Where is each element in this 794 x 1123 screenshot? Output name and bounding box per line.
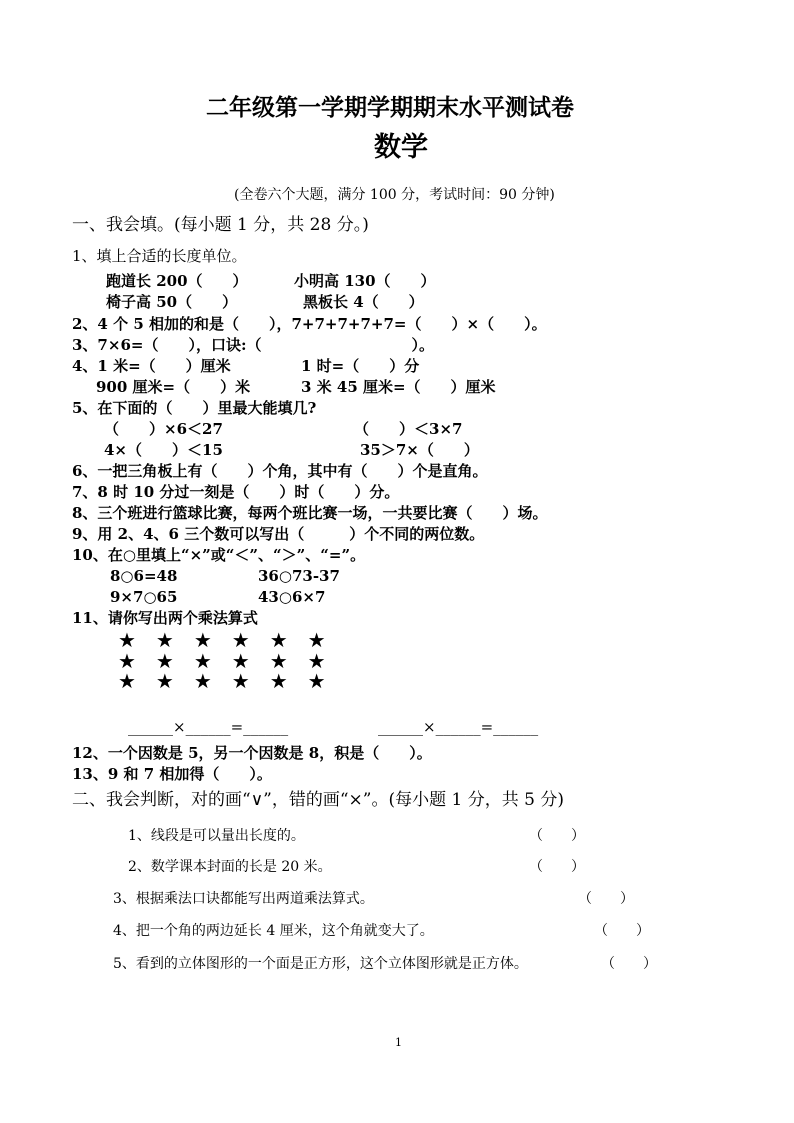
- question-7: 7、8 时 10 分过一刻是（ ）时（ ）分。: [72, 483, 400, 501]
- question-5b: （ ）＜3×7: [354, 420, 463, 438]
- page-number: 1: [395, 1036, 402, 1049]
- judge-item-1: 1、线段是可以量出长度的。: [128, 828, 305, 844]
- question-9: 9、用 2、4、6 三个数可以写出（ ）个不同的两位数。: [72, 525, 485, 543]
- judge-item-2: 2、数学课本封面的长是 20 米。: [128, 859, 332, 875]
- judge-blank-4: （ ）: [594, 923, 650, 939]
- question-10: 10、在○里填上“×”或“＜”、“＞”、“=”。: [72, 546, 366, 564]
- star-row-3: ★ ★ ★ ★ ★ ★: [118, 669, 326, 693]
- question-10a: 8○6=48: [110, 567, 178, 585]
- question-4d: 3 米 45 厘米=（ ）厘米: [301, 378, 496, 396]
- judge-item-3: 3、根据乘法口诀都能写出两道乘法算式。: [113, 891, 374, 907]
- question-4: 4、1 米=（ ）厘米: [72, 357, 231, 375]
- section1-heading: 一、我会填。(每小题 1 分，共 28 分。): [72, 215, 369, 235]
- judge-blank-1: （ ）: [529, 828, 585, 844]
- question-3: 3、7×6=（ ），口诀:（ ）。: [72, 336, 434, 354]
- question-1b: 小明高 130（ ）: [294, 272, 436, 290]
- question-4b: 1 时=（ ）分: [301, 357, 420, 375]
- question-2: 2、4 个 5 相加的和是（ ），7+7+7+7+7=（ ）×（ ）。: [72, 315, 547, 333]
- question-5c: 4×（ ）＜15: [104, 441, 223, 459]
- question-1: 1、填上合适的长度单位。: [72, 247, 247, 265]
- question-5d: 35＞7×（ ）: [360, 441, 479, 459]
- question-11: 11、请你写出两个乘法算式: [72, 609, 258, 627]
- question-10d: 43○6×7: [258, 588, 326, 606]
- formula-blank-2: ______×______=______: [378, 718, 539, 736]
- question-13: 13、9 和 7 相加得（ ）。: [72, 765, 272, 783]
- question-12: 12、一个因数是 5，另一个因数是 8，积是（ ）。: [72, 744, 432, 762]
- question-5: 5、在下面的（ ）里最大能填几?: [72, 399, 317, 417]
- formula-blank-1: ______×______=______: [128, 718, 289, 736]
- star-row-2: ★ ★ ★ ★ ★ ★: [118, 649, 326, 673]
- question-8: 8、三个班进行篮球比赛，每两个班比赛一场，一共要比赛（ ）场。: [72, 504, 548, 522]
- exam-title: 二年级第一学期学期期末水平测试卷: [206, 94, 574, 121]
- question-6: 6、一把三角板上有（ ）个角，其中有（ ）个是直角。: [72, 462, 488, 480]
- judge-item-4: 4、把一个角的两边延长 4 厘米，这个角就变大了。: [113, 923, 434, 939]
- exam-note: (全卷六个大题，满分 100 分，考试时间：90 分钟): [234, 187, 555, 203]
- question-1a: 跑道长 200（ ）: [106, 272, 248, 290]
- question-1d: 黑板长 4（ ）: [303, 293, 424, 311]
- subject-title: 数学: [374, 132, 428, 163]
- star-row-1: ★ ★ ★ ★ ★ ★: [118, 628, 326, 652]
- question-10b: 36○73-37: [258, 567, 340, 585]
- judge-item-5: 5、看到的立体图形的一个面是正方形，这个立体图形就是正方体。: [113, 956, 528, 972]
- question-4c: 900 厘米=（ ）米: [96, 378, 251, 396]
- judge-blank-5: （ ）: [601, 956, 657, 972]
- section2-heading: 二、我会判断，对的画“∨”，错的画“×”。(每小题 1 分，共 5 分): [72, 790, 564, 810]
- question-10c: 9×7○65: [110, 588, 178, 606]
- question-5a: （ ）×6＜27: [104, 420, 223, 438]
- judge-blank-3: （ ）: [578, 891, 634, 907]
- question-1c: 椅子高 50（ ）: [106, 293, 238, 311]
- judge-blank-2: （ ）: [529, 859, 585, 875]
